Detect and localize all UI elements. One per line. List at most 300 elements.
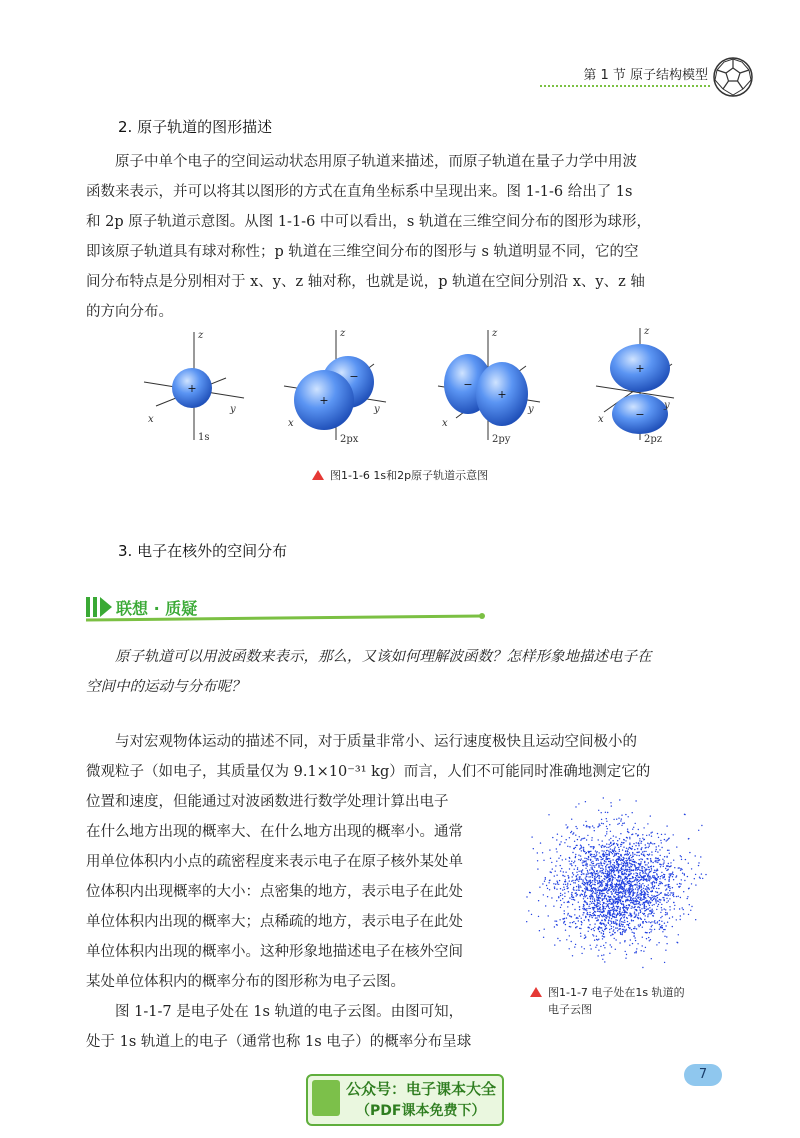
cloud-dot [575,880,576,881]
cloud-dot [575,865,576,866]
cloud-dot [582,869,583,870]
cloud-dot [580,928,581,929]
cloud-dot [549,880,550,881]
cloud-dot [660,883,661,884]
cloud-dot [584,892,585,893]
cloud-dot [560,870,561,871]
cloud-dot [658,942,659,943]
cloud-dot [585,896,586,897]
cloud-dot [636,875,637,876]
cloud-dot [587,863,588,864]
cloud-dot [572,880,573,881]
cloud-dot [620,901,621,902]
cloud-dot [658,904,659,905]
cloud-dot [560,855,561,856]
cloud-dot [575,857,576,858]
cloud-dot [573,874,574,875]
cloud-dot [650,832,651,833]
cloud-dot [575,854,576,855]
cloud-dot [687,896,688,897]
cloud-dot [575,923,576,924]
cloud-dot [605,942,606,943]
cloud-dot [688,838,689,839]
cloud-dot [585,864,586,865]
cloud-dot [570,863,571,864]
cloud-dot [645,900,646,901]
cloud-dot [625,851,626,852]
cloud-dot [604,916,605,917]
cloud-dot [650,858,651,859]
cloud-dot [654,882,655,883]
cloud-dot [641,868,642,869]
cloud-dot [641,950,642,951]
cloud-dot [601,868,602,869]
cloud-dot [604,897,605,898]
cloud-dot [609,873,610,874]
cloud-dot [687,876,688,877]
cloud-dot [664,879,665,880]
cloud-dot [591,895,592,896]
cloud-dot [617,824,618,825]
cloud-dot [656,878,657,879]
cloud-dot [689,904,690,905]
cloud-dot [597,851,598,852]
cloud-dot [611,923,612,924]
cloud-dot [598,902,599,903]
axis-z-label: z [644,326,650,337]
cloud-dot [629,862,630,863]
cloud-dot [564,842,565,843]
cloud-dot [639,840,640,841]
cloud-dot [648,855,649,856]
cloud-dot [623,858,624,859]
cloud-dot [601,886,602,887]
cloud-dot [610,873,611,874]
cloud-dot [592,867,593,868]
cloud-dot [630,881,631,882]
cloud-dot [594,927,595,928]
cloud-dot [642,851,643,852]
cloud-dot [641,876,642,877]
cloud-dot [622,901,623,902]
cloud-dot [615,892,616,893]
cloud-dot [635,800,636,801]
cloud-dot [592,901,593,902]
cloud-dot [658,888,659,889]
cloud-dot [632,907,633,908]
cloud-dot [615,949,616,950]
cloud-dot [564,889,565,890]
cloud-dot [657,877,658,878]
cloud-dot [668,863,669,864]
cloud-dot [588,906,589,907]
cloud-dot [627,899,628,900]
cloud-dot [654,920,655,921]
cloud-dot [636,951,637,952]
cloud-dot [589,914,590,915]
cloud-dot [630,848,631,849]
cloud-dot [584,935,585,936]
cloud-dot [608,850,609,851]
cloud-dot [663,874,664,875]
cloud-dot [612,849,613,850]
cloud-dot [556,848,557,849]
caption-triangle-icon [312,470,324,480]
cloud-dot [569,837,570,838]
cloud-dot [644,885,645,886]
cloud-dot [617,853,618,854]
cloud-dot [637,890,638,891]
cloud-dot [592,861,593,862]
cloud-dot [634,928,635,929]
cloud-dot [607,886,608,887]
cloud-dot [618,877,619,878]
cloud-dot [569,897,570,898]
cloud-dot [618,859,619,860]
cloud-dot [614,908,615,909]
cloud-dot [606,925,607,926]
cloud-dot [539,930,540,931]
cloud-dot [581,838,582,839]
cloud-dot [619,924,620,925]
cloud-dot [587,870,588,871]
cloud-dot [571,861,572,862]
cloud-dot [548,814,549,815]
cloud-dot [625,894,626,895]
cloud-dot [616,901,617,902]
cloud-dot [584,948,585,949]
cloud-dot [568,877,569,878]
cloud-dot [591,882,592,883]
cloud-dot [654,872,655,873]
cloud-dot [631,849,632,850]
cloud-dot [655,900,656,901]
cloud-dot [587,912,588,913]
cloud-dot [610,896,611,897]
cloud-dot [667,892,668,893]
cloud-dot [592,890,593,891]
cloud-dot [660,855,661,856]
cloud-dot [597,955,598,956]
cloud-dot [601,880,602,881]
cloud-dot [620,932,621,933]
cloud-dot [603,854,604,855]
cloud-dot [649,845,650,846]
cloud-dot [638,877,639,878]
cloud-dot [642,913,643,914]
cloud-dot [588,876,589,877]
cloud-dot [637,943,638,944]
header-dotted-line [540,85,710,87]
cloud-dot [615,889,616,890]
cloud-dot [607,864,608,865]
cloud-dot [625,814,626,815]
cloud-dot [603,907,604,908]
cloud-dot [647,894,648,895]
cloud-dot [622,903,623,904]
cloud-dot [691,883,692,884]
cloud-dot [626,924,627,925]
cloud-dot [666,825,667,826]
cloud-dot [595,947,596,948]
cloud-dot [628,888,629,889]
cloud-dot [648,867,649,868]
cloud-dot [643,890,644,891]
cloud-dot [646,835,647,836]
cloud-dot [613,901,614,902]
cloud-dot [639,907,640,908]
cloud-dot [600,923,601,924]
cloud-dot [624,885,625,886]
cloud-dot [599,893,600,894]
cloud-dot [615,886,616,887]
cloud-dot [607,904,608,905]
cloud-dot [616,843,617,844]
cloud-dot [673,879,674,880]
cloud-dot [599,894,600,895]
cloud-dot [652,897,653,898]
cloud-dot [652,905,653,906]
cloud-dot [600,914,601,915]
cloud-dot [584,900,585,901]
cloud-dot [611,918,612,919]
cloud-dot [596,906,597,907]
cloud-dot [604,888,605,889]
cloud-dot [622,865,623,866]
cloud-dot [650,861,651,862]
cloud-dot [604,924,605,925]
axis-y-label: y [664,400,670,411]
cloud-dot [658,858,659,859]
cloud-dot [559,880,560,881]
cloud-dot [630,865,631,866]
cloud-dot [664,834,665,835]
cloud-dot [629,838,630,839]
cloud-dot [645,851,646,852]
cloud-dot [685,859,686,860]
cloud-dot [626,870,627,871]
cloud-dot [632,829,633,830]
axis-x-label: x [288,418,294,429]
cloud-dot [549,889,550,890]
cloud-dot [596,939,597,940]
cloud-dot [623,887,624,888]
cloud-dot [666,840,667,841]
cloud-dot [611,907,612,908]
cloud-dot [599,877,600,878]
cloud-dot [646,881,647,882]
cloud-dot [606,826,607,827]
cloud-dot [588,890,589,891]
cloud-dot [622,926,623,927]
cloud-dot [606,850,607,851]
cloud-dot [554,926,555,927]
cloud-dot [556,839,557,840]
cloud-dot [677,884,678,885]
cloud-dot [639,904,640,905]
cloud-dot [632,852,633,853]
cloud-dot [577,869,578,870]
cloud-dot [615,919,616,920]
cloud-dot [593,928,594,929]
cloud-dot [624,914,625,915]
cloud-dot [628,924,629,925]
cloud-dot [594,880,595,881]
cloud-dot [614,862,615,863]
cloud-dot [590,890,591,891]
cloud-dot [606,888,607,889]
cloud-dot [652,875,653,876]
cloud-dot [630,859,631,860]
cloud-dot [569,926,570,927]
cloud-dot [684,880,685,881]
cloud-dot [559,844,560,845]
cloud-dot [633,827,634,828]
cloud-dot [665,884,666,885]
cloud-dot [608,889,609,890]
cloud-dot [674,908,675,909]
cloud-dot [651,836,652,837]
cloud-dot [613,844,614,845]
cloud-dot [619,857,620,858]
cloud-dot [661,834,662,835]
cloud-dot [612,864,613,865]
cloud-dot [576,872,577,873]
cloud-dot [590,855,591,856]
cloud-dot [591,846,592,847]
cloud-dot [608,844,609,845]
cloud-dot [599,825,600,826]
orbital-label: 2pz [644,434,663,445]
cloud-dot [670,866,671,867]
cloud-dot [629,843,630,844]
cloud-dot [591,867,592,868]
cloud-dot [609,953,610,954]
cloud-dot [629,871,630,872]
cloud-dot [640,925,641,926]
cloud-dot [568,891,569,892]
cloud-dot [614,848,615,849]
cloud-dot [616,867,617,868]
cloud-dot [622,893,623,894]
cloud-dot [610,838,611,839]
cloud-dot [613,911,614,912]
cloud-dot [699,877,700,878]
cloud-dot [577,879,578,880]
cloud-dot [543,894,544,895]
cloud-dot [618,898,619,899]
cloud-dot [624,839,625,840]
cloud-dot [590,872,591,873]
cloud-dot [656,870,657,871]
cloud-dot [645,869,646,870]
cloud-dot [618,885,619,886]
cloud-dot [603,873,604,874]
cloud-dot [662,859,663,860]
cloud-dot [575,856,576,857]
cloud-dot [624,941,625,942]
cloud-dot [607,880,608,881]
cloud-dot [590,948,591,949]
cloud-dot [631,915,632,916]
cloud-dot [586,858,587,859]
cloud-dot [620,914,621,915]
cloud-dot [602,935,603,936]
cloud-dot [605,895,606,896]
cloud-dot [607,905,608,906]
cloud-dot [585,861,586,862]
cloud-dot [565,930,566,931]
cloud-dot [567,884,568,885]
cloud-dot [610,848,611,849]
cloud-dot [597,919,598,920]
cloud-dot [590,851,591,852]
cloud-dot [602,923,603,924]
cloud-dot [626,865,627,866]
cloud-dot [635,872,636,873]
cloud-dot [656,944,657,945]
cloud-dot [582,883,583,884]
cloud-dot [620,933,621,934]
cloud-dot [579,885,580,886]
cloud-dot [648,878,649,879]
cloud-dot [595,893,596,894]
cloud-dot [563,884,564,885]
cloud-dot [698,862,699,863]
cloud-dot [578,871,579,872]
cloud-dot [621,917,622,918]
cloud-dot [625,878,626,879]
cloud-dot [585,801,586,802]
cloud-dot [587,835,588,836]
cloud-dot [641,908,642,909]
cloud-dot [701,825,702,826]
cloud-dot [619,913,620,914]
cloud-dot [629,837,630,838]
cloud-dot [584,882,585,883]
cloud-dot [638,903,639,904]
cloud-dot [585,909,586,910]
cloud-dot [651,851,652,852]
cloud-dot [633,856,634,857]
cloud-dot [607,876,608,877]
cloud-dot [623,890,624,891]
cloud-dot [584,888,585,889]
cloud-dot [600,904,601,905]
cloud-dot [600,862,601,863]
cloud-dot [626,884,627,885]
cloud-dot [576,828,577,829]
cloud-dot [589,924,590,925]
cloud-dot [558,858,559,859]
cloud-dot [588,844,589,845]
cloud-dot [683,913,684,914]
cloud-dot [609,846,610,847]
sign-label: − [349,370,359,383]
cloud-dot [595,850,596,851]
cloud-dot [637,873,638,874]
cloud-dot [632,876,633,877]
cloud-dot [609,924,610,925]
cloud-dot [607,901,608,902]
para-line: 单位体积内出现的概率小。这种形象地描述电子在核外空间 [86,944,463,960]
cloud-dot [583,884,584,885]
cloud-dot [661,909,662,910]
cloud-dot [649,907,650,908]
cloud-dot [616,915,617,916]
cloud-dot [626,874,627,875]
cloud-dot [695,855,696,856]
